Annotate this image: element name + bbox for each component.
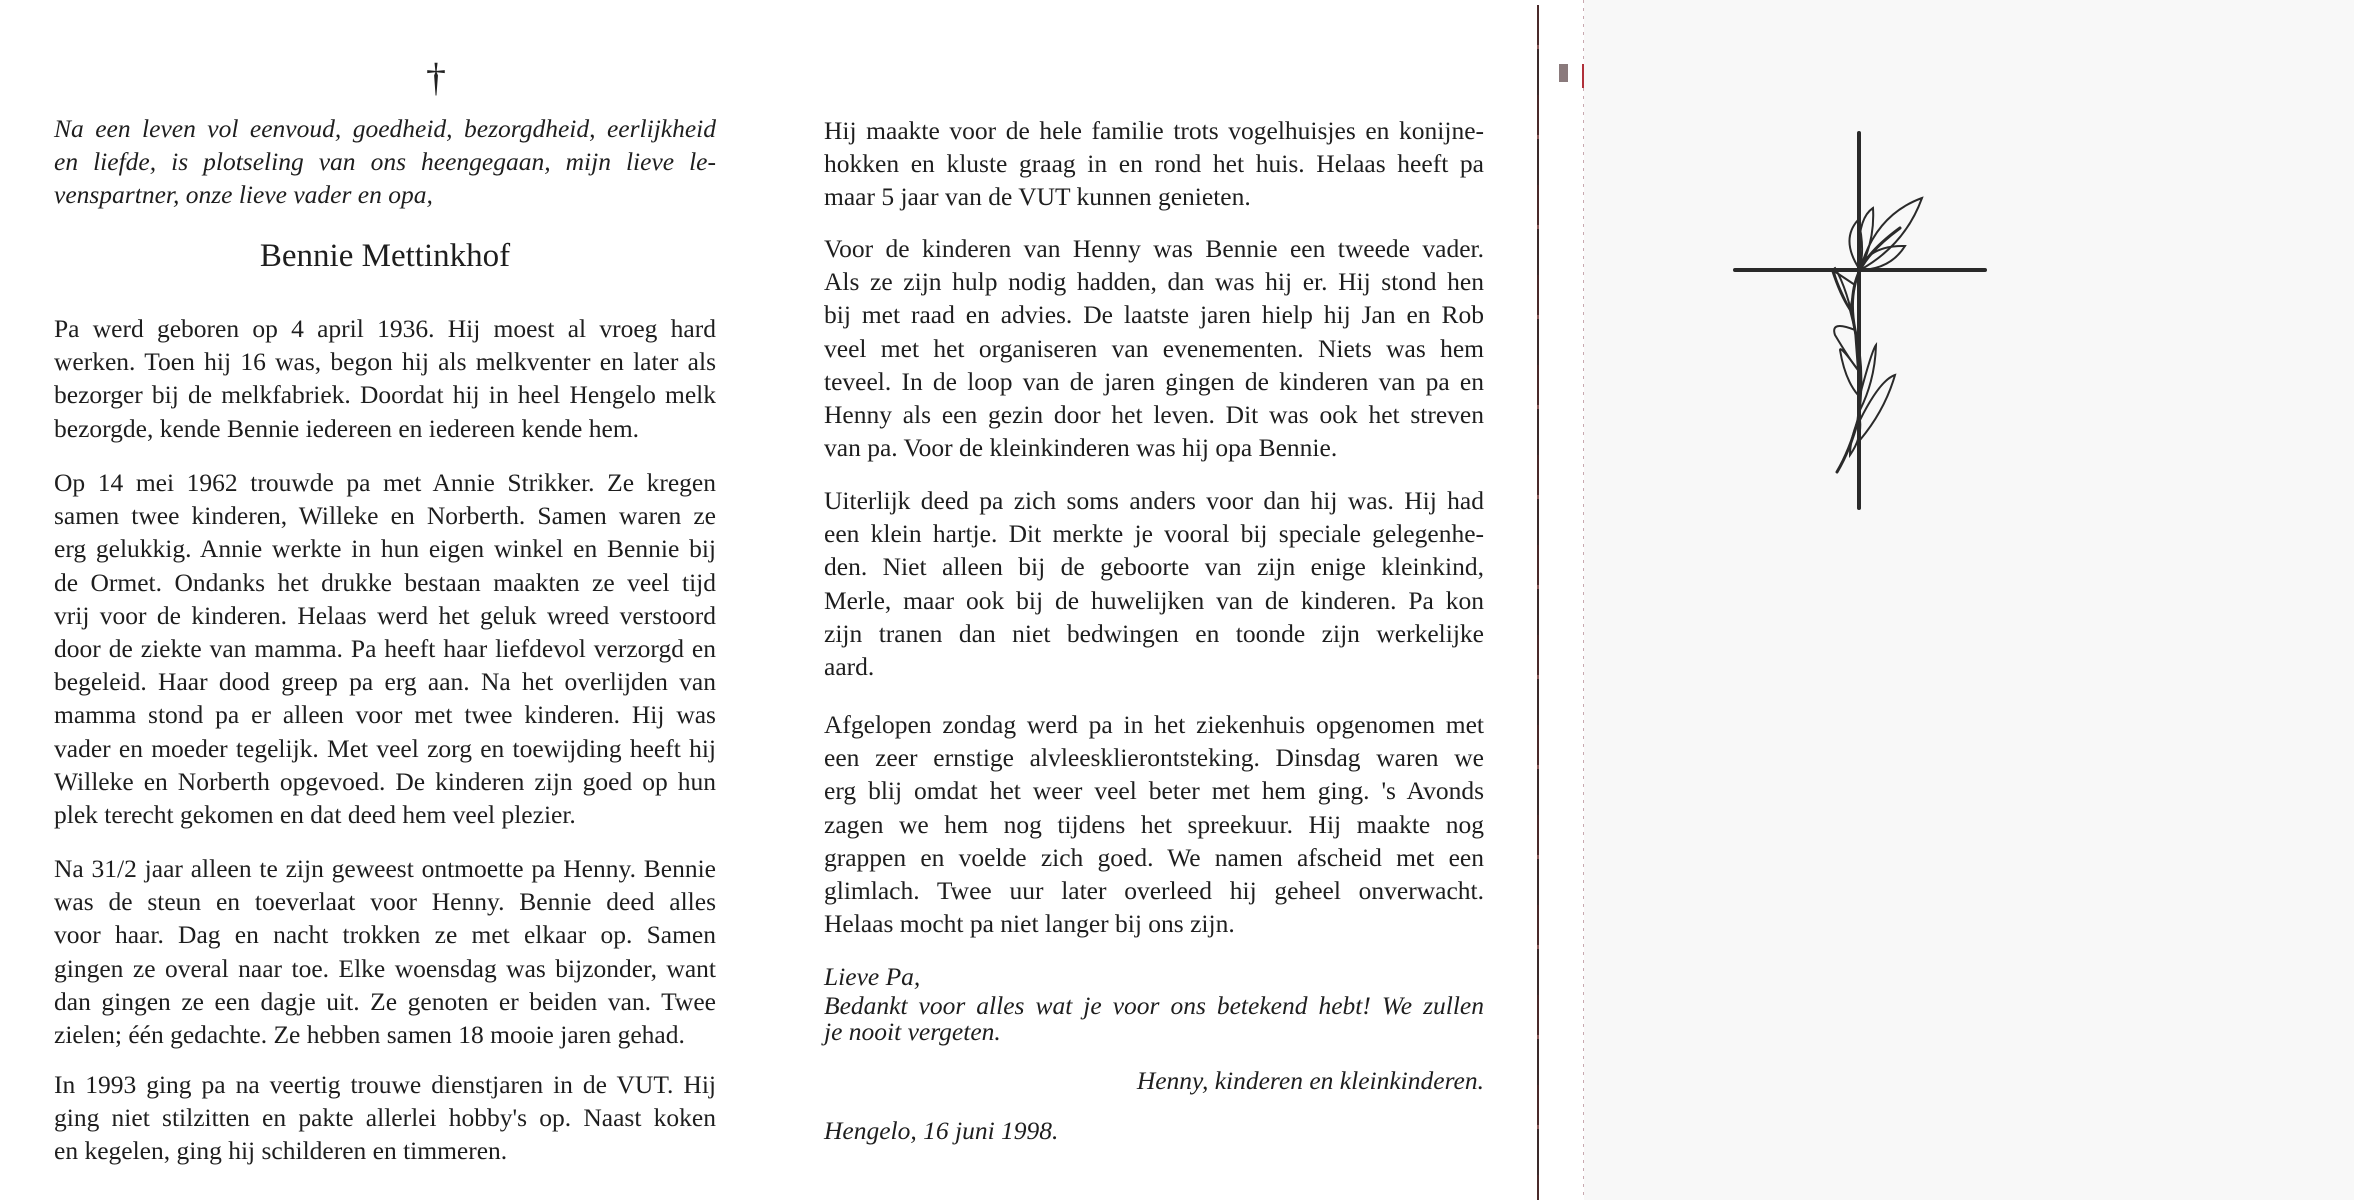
text-line: zijn tranen dan niet bedwingen en toonde zijn werkelijke [824, 618, 1484, 648]
text-line: maar 5 jaar van de VUT kunnen genieten. [824, 182, 1251, 212]
text-line: grappen en voelde zich goed. We namen afscheid met een [824, 842, 1484, 872]
middle-column [824, 0, 1484, 1200]
text-line: Helaas mocht pa niet langer bij ons zijn. [824, 909, 1235, 939]
deceased-name: Bennie Mettinkhof [259, 238, 511, 274]
text-line: Op 14 mei 1962 trouwde pa met Annie Strikker. Ze kregen [54, 468, 716, 497]
text-line: ging niet stilzitten en pakte allerlei hobby's op. Naast koken [54, 1103, 716, 1133]
dagger-icon: † [426, 55, 446, 100]
paragraph-henny [54, 852, 716, 1051]
text-line: glimlach. Twee uur later overleed hij geheel onverwacht. [824, 876, 1484, 906]
thanks-text [824, 993, 1484, 1045]
text-line: Na een leven vol eenvoud, goedheid, bezorgdheid, eerlijkheid [54, 114, 716, 143]
text-line: bezorger bij de melkfabriek. Doordat hij in heel Hengelo melk [54, 380, 716, 410]
text-line: werken. Toen hij 16 was, begon hij als melkventer en later als [54, 347, 716, 377]
perforation-line [1583, 0, 1584, 1200]
text-line: vader en moeder tegelijk. Met veel zorg en toewijding heeft hij [54, 733, 716, 763]
text-line: veel met het organiseren van evenementen. Niets was hem [824, 333, 1484, 363]
paragraph-hobbies [824, 114, 1484, 214]
text-line: Voor de kinderen van Henny was Bennie een tweede vader. [824, 234, 1484, 263]
text-line: gingen ze overal naar toe. Elke woensdag was bijzonder, want [54, 953, 716, 983]
place-date: Hengelo, 16 juni 1998. [824, 1116, 1059, 1145]
text-line: plek terecht gekomen en dat deed hem veel plezier. [54, 800, 576, 830]
text-line: zagen we hem nog tijdens het spreekuur. Hij maakte nog [824, 809, 1484, 839]
text-line: en liefde, is plotseling van ons heengegaan, mijn lieve le- [54, 147, 716, 177]
text-line: bezorgde, kende Bennie iedereen en iedereen kende hem. [54, 413, 640, 443]
text-line: dan gingen ze een dagje uit. Ze genoten er beiden van. Twee [54, 986, 716, 1016]
paragraph-character [824, 484, 1484, 683]
text-line: van pa. Voor de kleinkinderen was hij opa Bennie. [824, 433, 1338, 463]
signature: Henny, kinderen en kleinkinderen. [1136, 1066, 1484, 1095]
text-line: samen twee kinderen, Willeke en Norberth. Samen waren ze [54, 501, 716, 531]
text-line: een klein hartje. Dit merkte je vooral bij speciale gelegenhe- [824, 519, 1484, 549]
text-line: bij met raad en advies. De laatste jaren hielp hij Jan en Rob [824, 300, 1484, 330]
intro-text [54, 112, 716, 212]
text-line: vrij voor de kinderen. Helaas werd het geluk wreed verstoord [54, 600, 716, 630]
text-line: aard. [824, 652, 875, 682]
text-line: Afgelopen zondag werd pa in het ziekenhuis opgenomen met [824, 710, 1484, 739]
text-line: den. Niet alleen bij de geboorte van zijn enige kleinkind, [824, 552, 1484, 582]
text-line: In 1993 ging pa na veertig trouwe dienstjaren in de VUT. Hij [54, 1070, 716, 1099]
paragraph-second-father [824, 232, 1484, 464]
text-line: Merle, maar ook bij de huwelijken van de kinderen. Pa kon [824, 585, 1484, 615]
paragraph-birth [54, 312, 716, 445]
text-line: door de ziekte van mamma. Pa heeft haar liefdevol verzorgd en [54, 634, 716, 664]
text-line: hokken en kluste graag in en rond het huis. Helaas heeft pa [824, 149, 1484, 179]
text-line: een zeer ernstige alvleesklierontsteking. Dinsdag waren we [824, 743, 1484, 773]
text-line: de Ormet. Ondanks het drukke bestaan maakten ze veel tijd [54, 567, 716, 597]
left-column [54, 0, 716, 1200]
text-line: voor haar. Dag en nacht trokken ze met elkaar op. Samen [54, 920, 716, 950]
text-line: teveel. In de loop van de jaren gingen de kinderen van pa en [824, 366, 1484, 396]
text-line: Hij maakte voor de hele familie trots vogelhuisjes en konijne- [824, 116, 1484, 145]
text-line: Henny als een gezin door het leven. Dit was ook het streven [824, 400, 1484, 430]
text-line: Uiterlijk deed pa zich soms anders voor dan hij was. Hij had [824, 486, 1484, 515]
paragraph-retirement [54, 1068, 716, 1168]
text-line: mamma stond pa er alleen voor met twee kinderen. Hij was [54, 700, 716, 730]
greeting: Lieve Pa, [824, 962, 921, 991]
text-line: en kegelen, ging hij schilderen en timmeren. [54, 1136, 508, 1166]
text-line: Na 31/2 jaar alleen te zijn geweest ontmoette pa Henny. Bennie [54, 854, 716, 883]
text-line: Willeke en Norberth opgevoed. De kinderen zijn goed op hun [54, 766, 716, 796]
paragraph-hospital [824, 708, 1484, 940]
text-line: erg blij omdat het weer veel beter met hem ging. 's Avonds [824, 776, 1484, 806]
text-line: erg gelukkig. Annie werkte in hun eigen winkel en Bennie bij [54, 534, 716, 564]
scan-mark-red [1582, 64, 1584, 88]
text-line: venspartner, onze lieve vader en opa, [54, 180, 433, 210]
text-line: Als ze zijn hulp nodig hadden, dan was hij er. Hij stond hen [824, 267, 1484, 297]
text-line: begeleid. Haar dood greep pa erg aan. Na het overlijden van [54, 667, 716, 697]
fold-line [1537, 5, 1539, 1200]
cross-with-leaves-icon [1700, 120, 2020, 520]
paragraph-marriage [54, 466, 716, 831]
text-line: Pa werd geboren op 4 april 1936. Hij moest al vroeg hard [54, 314, 716, 343]
text-line: je nooit vergeten. [824, 1017, 1001, 1046]
text-line: Bedankt voor alles wat je voor ons betekend hebt! We zullen [824, 991, 1484, 1020]
text-line: was de steun en toeverlaat voor Henny. Bennie deed alles [54, 887, 716, 917]
scan-mark [1559, 64, 1568, 82]
text-line: zielen; één gedachte. Ze hebben samen 18 mooie jaren gehad. [54, 1020, 685, 1050]
